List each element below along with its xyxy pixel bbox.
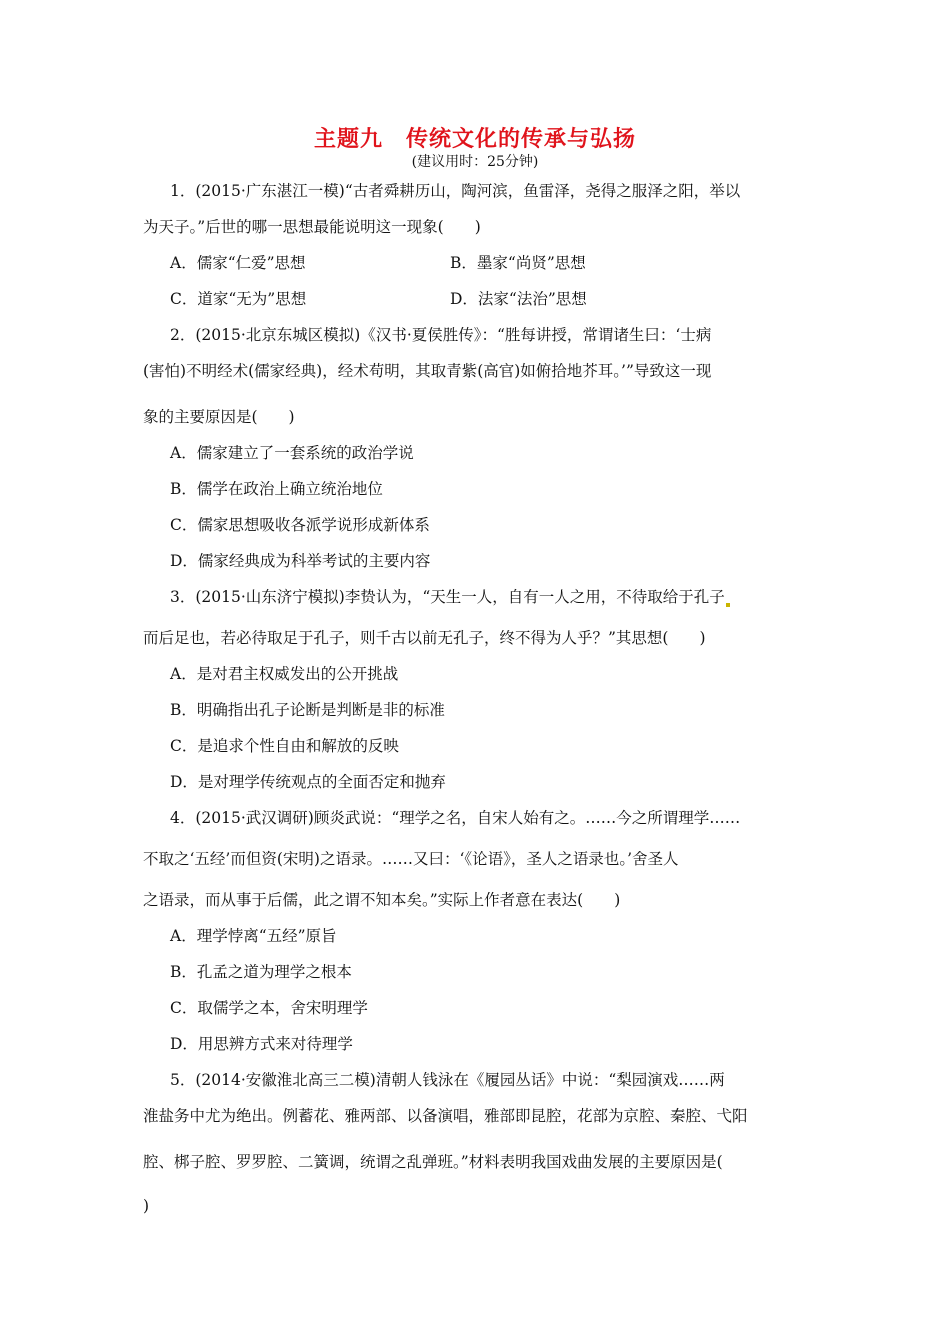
question-5-line-3: 腔、梆子腔、罗罗腔、二簧调，统谓之乱弹班。”材料表明我国戏曲发展的主要原因是( bbox=[143, 1153, 723, 1171]
question-4-option-d: D．用思辨方式来对待理学 bbox=[170, 1035, 353, 1053]
question-3-option-a: A．是对君主权威发出的公开挑战 bbox=[170, 665, 399, 683]
question-2-option-c: C．儒家思想吸收各派学说形成新体系 bbox=[170, 516, 430, 534]
edit-mark bbox=[726, 603, 730, 607]
question-3-line-1-text: 3．(2015·山东济宁模拟)李贽认为，“天生一人，自有一人之用，不待取给于孔子 bbox=[170, 588, 725, 606]
question-2-option-b: B．儒学在政治上确立统治地位 bbox=[170, 480, 383, 498]
question-2-line-3: 象的主要原因是( ) bbox=[143, 408, 295, 426]
question-4-line-1: 4．(2015·武汉调研)顾炎武说：“理学之名，自宋人始有之。……今之所谓理学…… bbox=[170, 809, 741, 827]
question-5-line-4: ) bbox=[143, 1197, 150, 1215]
page-subtitle: (建议用时：25分钟) bbox=[411, 154, 539, 170]
question-1-option-c: C．道家“无为”思想 bbox=[170, 290, 307, 308]
question-2-option-a: A．儒家建立了一套系统的政治学说 bbox=[170, 444, 414, 462]
question-1-option-d: D．法家“法治”思想 bbox=[450, 290, 587, 308]
page-title: 主题九 传统文化的传承与弘扬 bbox=[313, 127, 636, 152]
question-3-line-1 bbox=[170, 587, 730, 607]
question-1-line-1: 1．(2015·广东湛江一模)“古者舜耕历山，陶河滨，鱼雷泽，尧得之服泽之阳，举以 bbox=[170, 182, 741, 200]
question-4-option-b: B．孔孟之道为理学之根本 bbox=[170, 963, 352, 981]
question-4-line-3: 之语录，而从事于后儒，此之谓不知本矣。”实际上作者意在表达( ) bbox=[143, 891, 621, 909]
question-2-line-2: (害怕)不明经术(儒家经典)，经术苟明，其取青紫(高官)如俯拾地芥耳。’”导致这一现 bbox=[143, 362, 712, 380]
question-4-option-a: A．理学悖离“五经”原旨 bbox=[170, 927, 337, 945]
question-3-option-c: C．是追求个性自由和解放的反映 bbox=[170, 737, 399, 755]
question-2-line-1: 2．(2015·北京东城区模拟)《汉书·夏侯胜传》：“胜每讲授，常谓诸生曰：‘士病 bbox=[170, 326, 712, 344]
question-3-line-2: 而后足也，若必待取足于孔子，则千古以前无孔子，终不得为人乎？”其思想( ) bbox=[143, 629, 706, 647]
question-4-line-2: 不取之‘五经’而但资(宋明)之语录。……又曰：‘《论语》，圣人之语录也。’舍圣人 bbox=[143, 850, 679, 868]
question-2-option-d: D．儒家经典成为科举考试的主要内容 bbox=[170, 552, 431, 570]
question-5-line-2: 淮盐务中尤为绝出。例蓄花、雅两部、以备演唱，雅部即昆腔，花部为京腔、秦腔、弋阳 bbox=[143, 1107, 748, 1125]
question-3-option-b: B．明确指出孔子论断是判断是非的标准 bbox=[170, 701, 445, 719]
question-1-line-2: 为天子。”后世的哪一思想最能说明这一现象( ) bbox=[143, 218, 481, 236]
question-1-option-a: A．儒家“仁爱”思想 bbox=[170, 254, 306, 272]
question-4-option-c: C．取儒学之本，舍宋明理学 bbox=[170, 999, 368, 1017]
question-5-line-1: 5．(2014·安徽淮北高三二模)清朝人钱泳在《履园丛话》中说：“梨园演戏……两 bbox=[170, 1071, 725, 1089]
question-3-option-d: D．是对理学传统观点的全面否定和抛弃 bbox=[170, 773, 446, 791]
question-1-option-b: B．墨家“尚贤”思想 bbox=[450, 254, 586, 272]
